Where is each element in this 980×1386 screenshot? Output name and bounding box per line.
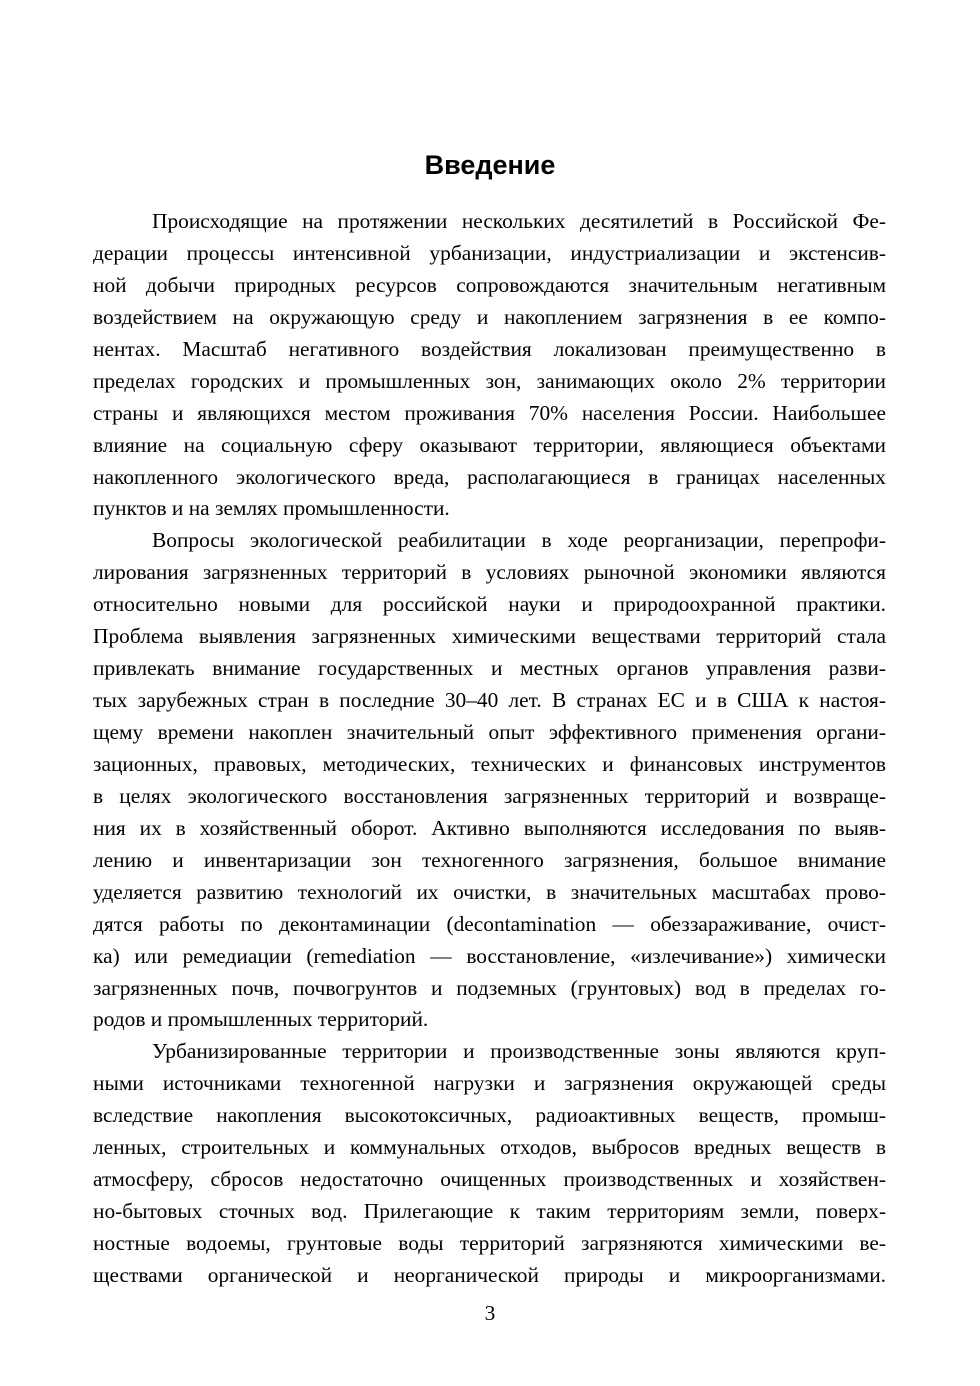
paragraph-1-line: ной добычи природных ресурсов сопровождаются значительным негативным: [93, 272, 886, 297]
paragraph-2-line: ка) или ремедиации (remediation — восстановление, «излечивание») химически: [93, 943, 886, 968]
paragraph-1-line: воздействием на окружающую среду и накоплением загрязнения в ее компо-: [93, 304, 886, 329]
paragraph-2-line: лению и инвентаризации зон техногенного загрязнения, большое внимание: [93, 847, 886, 872]
paragraph-2-line: дятся работы по деконтаминации (decontamination — обеззараживание, очист-: [93, 911, 886, 936]
paragraph-2-line: ния их в хозяйственный оборот. Активно выполняются исследования по выяв-: [93, 815, 886, 840]
paragraph-3-line: но-бытовых сточных вод. Прилегающие к таким территориям земли, поверх-: [93, 1199, 886, 1224]
page-number: 3: [484, 1301, 496, 1325]
paragraph-2-line: щему времени накоплен значительный опыт эффективного применения органи-: [93, 720, 886, 744]
paragraph-2-line: привлекать внимание государственных и местных органов управления разви-: [93, 656, 886, 681]
paragraph-3-line: атмосферу, сбросов недостаточно очищенных производственных и хозяйствен-: [93, 1167, 886, 1192]
paragraph-1-line: страны и являющихся местом проживания 70% населения России. Наибольшее: [93, 400, 886, 425]
paragraph-2-line: Проблема выявления загрязненных химическими веществами территорий стала: [93, 624, 886, 649]
paragraph-3-line: ществами органической и неорганической природы и микроорганизмами.: [93, 1262, 886, 1287]
paragraph-2-line: Вопросы экологической реабилитации в ходе реорганизации, перепрофи-: [152, 528, 886, 553]
paragraph-2-line: уделяется развитию технологий их очистки, в значительных масштабах прово-: [93, 879, 886, 904]
body-text: [93, 206, 886, 1292]
page-title: Введение: [424, 150, 556, 180]
paragraph-3-line: ными источниками техногенной нагрузки и загрязнения окружающей среды: [93, 1071, 886, 1096]
paragraph-1-line: влияние на социальную сферу оказывают территории, являющиеся объектами: [93, 432, 886, 457]
paragraph-1-line: Происходящие на протяжении нескольких десятилетий в Российской Фе-: [152, 209, 886, 233]
paragraph-2-line: загрязненных почв, почвогрунтов и подземных (грунтовых) вод в пределах го-: [93, 975, 886, 1000]
paragraph-2-line: относительно новыми для российской науки и природоохранной практики.: [93, 592, 886, 617]
paragraph-3-line: ленных, строительных и коммунальных отходов, выбросов вредных веществ в: [93, 1135, 886, 1160]
paragraph-1-line: нентах. Масштаб негативного воздействия локализован преимущественно в: [93, 336, 886, 361]
paragraph-1-line: накопленного экологического вреда, располагающиеся в границах населенных: [93, 464, 886, 489]
paragraph-1-line: дерации процессы интенсивной урбанизации, индустриализации и экстенсив-: [93, 240, 886, 265]
paragraph-3-line: вследствие накопления высокотоксичных, радиоактивных веществ, промыш-: [93, 1103, 886, 1128]
paragraph-2-line: зационных, правовых, методических, технических и финансовых инструментов: [93, 751, 886, 776]
paragraph-3-line: ностные водоемы, грунтовые воды территорий загрязняются химическими ве-: [93, 1231, 886, 1255]
paragraph-1-line: пунктов и на землях промышленности.: [93, 496, 450, 521]
paragraph-1-line: пределах городских и промышленных зон, занимающих около 2% территории: [93, 368, 886, 393]
paragraph-2-line: лирования загрязненных территорий в условиях рыночной экономики являются: [93, 560, 886, 585]
paragraph-3-line: Урбанизированные территории и производственные зоны являются круп-: [152, 1039, 886, 1064]
paragraph-2-line: в целях экологического восстановления загрязненных территорий и возвраще-: [93, 783, 886, 808]
paragraph-2-line: родов и промышленных территорий.: [93, 1007, 429, 1032]
paragraph-2-line: тых зарубежных стран в последние 30–40 лет. В странах ЕС и в США к настоя-: [93, 688, 886, 713]
